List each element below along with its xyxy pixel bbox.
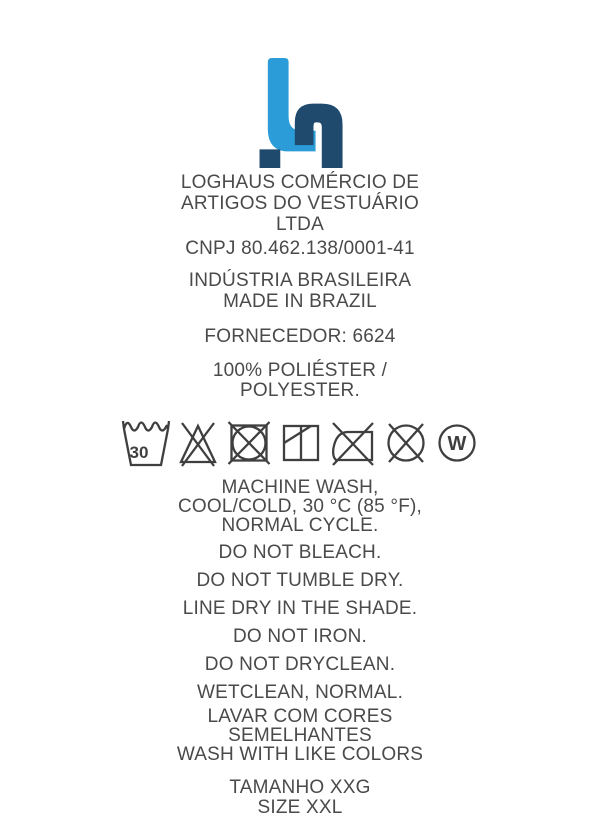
line-dry-in-shade-icon bbox=[277, 415, 325, 469]
cnpj-block bbox=[0, 238, 600, 259]
machine-wash-instruction bbox=[0, 478, 600, 535]
instruction-do-not-bleach: DO NOT BLEACH. bbox=[218, 542, 382, 563]
supplier-block bbox=[0, 326, 600, 347]
loghaus-logo-icon bbox=[255, 58, 345, 168]
instruction-line-dry-shade: LINE DRY IN THE SHADE. bbox=[182, 598, 418, 619]
instruction-machine-wash-3: NORMAL CYCLE. bbox=[221, 515, 379, 536]
supplier-line: FORNECEDOR: 6624 bbox=[204, 326, 396, 347]
composition-line-2: POLYESTER. bbox=[240, 380, 360, 401]
instruction-like-colors-en: WASH WITH LIKE COLORS bbox=[176, 744, 424, 765]
company-block bbox=[0, 172, 600, 235]
instruction-wetclean: WETCLEAN, NORMAL. bbox=[196, 682, 404, 703]
origin-line-pt: INDÚSTRIA BRASILEIRA bbox=[188, 270, 412, 291]
instruction-do-not-iron: DO NOT IRON. bbox=[233, 626, 367, 647]
origin-block bbox=[0, 270, 600, 312]
do-not-tumble-dry-icon bbox=[224, 415, 274, 469]
company-name-line-1: LOGHAUS COMÉRCIO DE bbox=[180, 172, 420, 193]
wash-temp-label: 30 bbox=[129, 443, 149, 462]
instruction-like-colors-pt-1: LAVAR COM CORES bbox=[207, 706, 393, 727]
wash-with-like-colors-block bbox=[0, 707, 600, 764]
do-not-bleach-icon bbox=[175, 415, 221, 469]
instruction-do-not-tumble-dry: DO NOT TUMBLE DRY. bbox=[196, 570, 404, 591]
wet-clean-normal-icon bbox=[434, 415, 480, 469]
instruction-machine-wash-2: COOL/COLD, 30 °C (85 °F), bbox=[177, 496, 423, 517]
company-name-line-2: ARTIGOS DO VESTUÁRIO bbox=[180, 193, 420, 214]
company-name-line-3: LTDA bbox=[276, 214, 324, 235]
wetclean-letter: W bbox=[447, 433, 467, 455]
composition-line-1: 100% POLIÉSTER / bbox=[212, 360, 388, 381]
company-cnpj: CNPJ 80.462.138/0001-41 bbox=[185, 238, 415, 259]
size-block bbox=[0, 778, 600, 818]
instruction-do-not-dryclean: DO NOT DRYCLEAN. bbox=[204, 654, 396, 675]
do-not-iron-icon bbox=[328, 415, 378, 469]
instruction-like-colors-pt-2: SEMELHANTES bbox=[228, 725, 372, 746]
origin-line-en: MADE IN BRAZIL bbox=[223, 291, 377, 312]
care-symbols-row bbox=[0, 413, 600, 469]
do-not-dryclean-icon bbox=[381, 415, 431, 469]
composition-block bbox=[0, 361, 600, 401]
instruction-machine-wash-1: MACHINE WASH, bbox=[221, 477, 379, 498]
size-line-pt: TAMANHO XXG bbox=[229, 777, 371, 798]
size-line-en: SIZE XXL bbox=[257, 797, 343, 818]
logo-arch-dark bbox=[295, 104, 343, 168]
logo-foot-dark bbox=[260, 149, 281, 168]
machine-wash-30-icon bbox=[120, 415, 172, 469]
